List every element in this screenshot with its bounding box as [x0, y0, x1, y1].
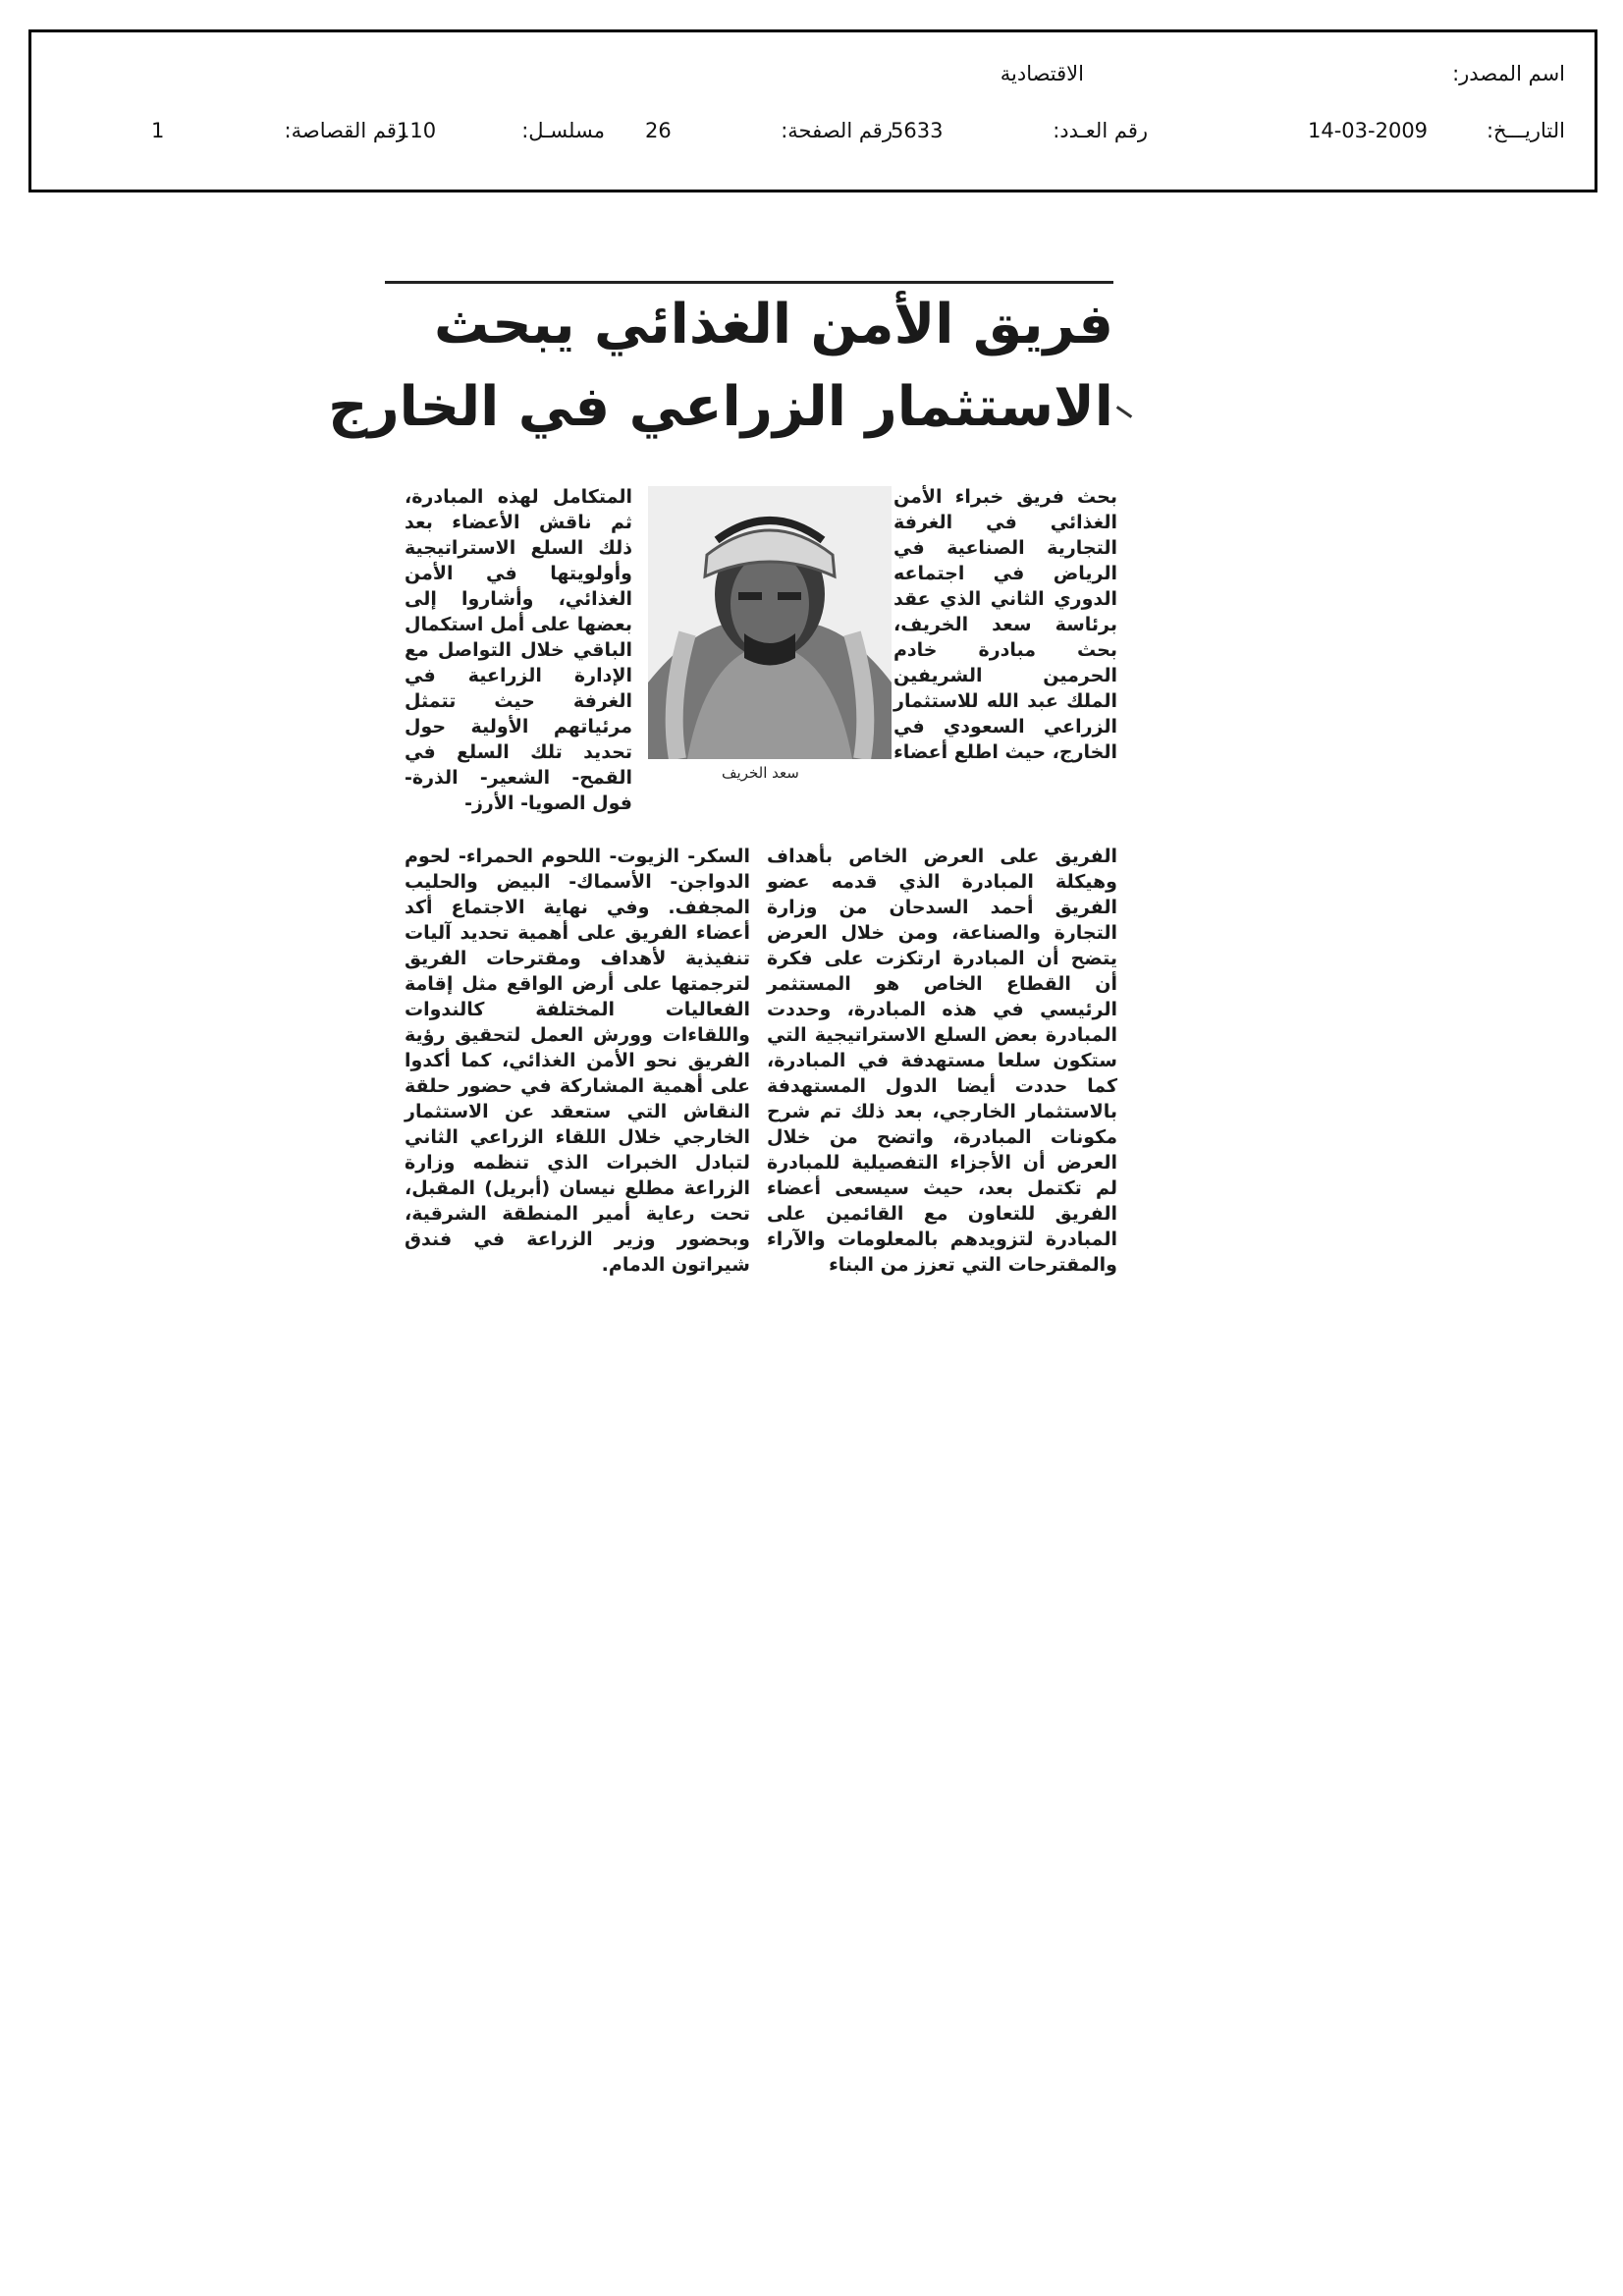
article-paragraph: السكر- الزيوت- اللحوم الحمراء- لحوم الدواجن- الأسماك- البيض والحليب المجفف. وفي نهاية الاجتماع أكد أعضاء الفريق على أهمية تحديد آليات تنفيذية لأهداف ومقترحات الفريق لترجمتها على أرض الواقع مثل إقامة الفعاليات المختلفة كالندوات واللقاءات وورش العمل لتحقيق رؤية الفريق نحو الأمن الغذائي، كما أكدوا على أهمية المشاركة في حضور حلقة النقاش التي ستعقد عن الاستثمار الخارجي خلال اللقاء الزراعي الثاني لتبادل الخبرات الذي تنظمه وزارة الزراعة مطلع نيسان (أبريل) المقبل، تحت رعاية أمير المنطقة الشرقية، وبحضور وزير الزراعة في فندق شيراتون الدمام. [405, 846, 750, 1276]
serial-value: 110 [397, 119, 437, 142]
portrait-image [648, 486, 892, 759]
headline-tick-mark [1116, 406, 1132, 418]
article-column-left-top [405, 484, 632, 816]
clip-value: 1 [151, 119, 165, 142]
article-top-rule [385, 281, 1113, 284]
photo-caption: سعد الخريف [722, 764, 799, 782]
article-column-right-top [893, 484, 1117, 765]
headline-line-2: الاستثمار الزراعي في الخارج [328, 375, 1113, 439]
date-value: 14-03-2009 [1308, 119, 1429, 142]
article-paragraph: بحث فريق خبراء الأمن الغذائي في الغرفة التجارية الصناعية في الرياض في اجتماعه الدوري الثاني الذي عقد برئاسة سعد الخريف، بحث مبادرة خادم الحرمين الشريفين الملك عبد الله للاستثمار الزراعي السعودي في الخارج، حيث اطلع أعضاء [893, 486, 1117, 763]
page-value: 26 [645, 119, 672, 142]
portrait-photo [648, 486, 892, 759]
article-paragraph: الفريق على العرض الخاص بأهداف وهيكلة المبادرة الذي قدمه عضو الفريق أحمد السدحان من وزارة التجارة والصناعة، ومن خلال العرض يتضح أن المبادرة ارتكزت على فكرة أن القطاع الخاص هو المستثمر الرئيسي في هذه المبادرة، وحددت المبادرة بعض السلع الاستراتيجية التي ستكون سلعا مستهدفة في المبادرة، كما حددت أيضا الدول المستهدفة بالاستثمار الخارجي، بعد ذلك تم شرح مكونات المبادرة، واتضح من خلال العرض أن الأجزاء التفصيلية للمبادرة لم تكتمل بعد، حيث سيسعى أعضاء الفريق للتعاون مع القائمين على المبادرة لتزويدهم بالمعلومات والآراء والمقترحات التي تعزز من البناء [767, 846, 1117, 1276]
source-label: اسم المصدر: [1452, 62, 1565, 85]
issue-value: 5633 [891, 119, 944, 142]
date-label: التاريـــخ: [1486, 119, 1565, 142]
clipping-header-box [28, 29, 1597, 192]
clip-label: رقم القصاصة: [284, 119, 406, 142]
headline-line-1: فريق الأمن الغذائي يبحث [433, 293, 1113, 356]
article-column-right-bottom [767, 844, 1117, 1278]
page-label: رقم الصفحة: [781, 119, 893, 142]
serial-label: مسلسـل: [521, 119, 605, 142]
article-column-left-bottom [405, 844, 750, 1278]
article-paragraph: المتكامل لهذه المبادرة، ثم ناقش الأعضاء بعد ذلك السلع الاستراتيجية وأولويتها في الأمن الغذائي، وأشاروا إلى بعضها على أمل استكمال الباقي خلال التواصل مع الإدارة الزراعية في الغرفة حيث تتمثل مرئياتهم الأولية حول تحديد تلك السلع في القمح- الشعير- الذرة- فول الصويا- الأرز- [405, 486, 632, 814]
issue-label: رقم العـدد: [1053, 119, 1148, 142]
source-value: الاقتصادية [1000, 62, 1084, 85]
